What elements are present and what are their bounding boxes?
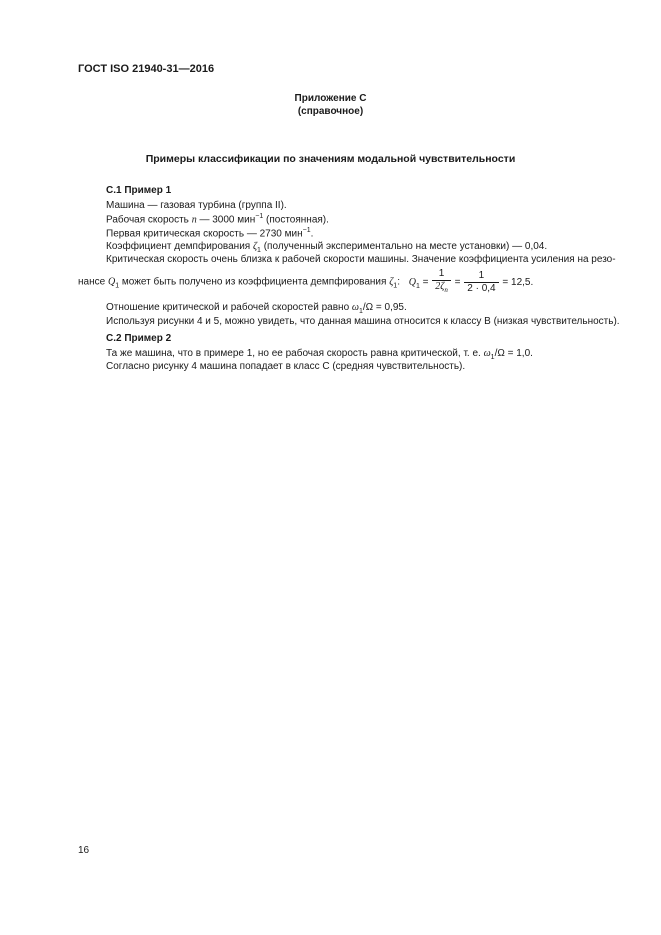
appendix-title: Приложение С	[294, 93, 367, 104]
example1-line: Критическая скорость очень близка к рабочей скорости машины. Значение коэффициента усиления на резо-	[106, 254, 616, 265]
section-title: Примеры классификации по значениям модальной чувствительности	[145, 153, 516, 165]
appendix-subtitle: (справочное)	[297, 106, 364, 117]
example1-line: Отношение критической и рабочей скоростей равно $\omega_1/\Omega = 0,95$.	[106, 302, 407, 315]
page-number: 16	[78, 845, 90, 856]
fraction-2: $\frac{1}{2 \cdot 0,4}$	[464, 270, 498, 295]
example1-line: Используя рисунки 4 и 5, можно увидеть, что данная машина относится к классу В (низкая чувствительность).	[106, 316, 620, 327]
document-header: ГОСТ ISO 21940-31—2016	[78, 63, 215, 75]
fraction-1: $\frac{1}{2\zeta_n}$	[432, 268, 451, 296]
example1-line: Коэффициент демпфирования $\zeta_1$ (полученный экспериментально на месте установки) — 0,04.	[106, 241, 548, 254]
example2-line: Та же машина, что в примере 1, но ее рабочая скорость равна критической, т. е. $\omega_1/\Omega = 1,0$.	[106, 348, 533, 361]
example1-heading: С.1 Пример 1	[106, 185, 172, 196]
example1-formula-line: нансе $Q_1$ может быть получено из коэффициента демпфирования $\zeta_1$: $Q_1$ = $\frac{1}{2\zeta_n}$ = $\frac{1}{2 \cdot 0,4}$ = 12,5.	[78, 268, 534, 294]
example2-heading: С.2 Пример 2	[106, 333, 172, 344]
example2-line: Согласно рисунку 4 машина попадает в класс С (средняя чувствительность).	[106, 361, 466, 372]
example1-line: Рабочая скорость n — 3000 мин$^{-1}$ (постоянная).	[106, 213, 329, 226]
example1-line: Машина — газовая турбина (группа II).	[106, 200, 287, 211]
example1-line: Первая критическая скорость — 2730 мин$^{-1}$.	[106, 227, 314, 240]
formula: $Q_1$ = $\frac{1}{2\zeta_n}$ = $\frac{1}{2 \cdot 0,4}$ = 12,5.	[408, 268, 534, 294]
